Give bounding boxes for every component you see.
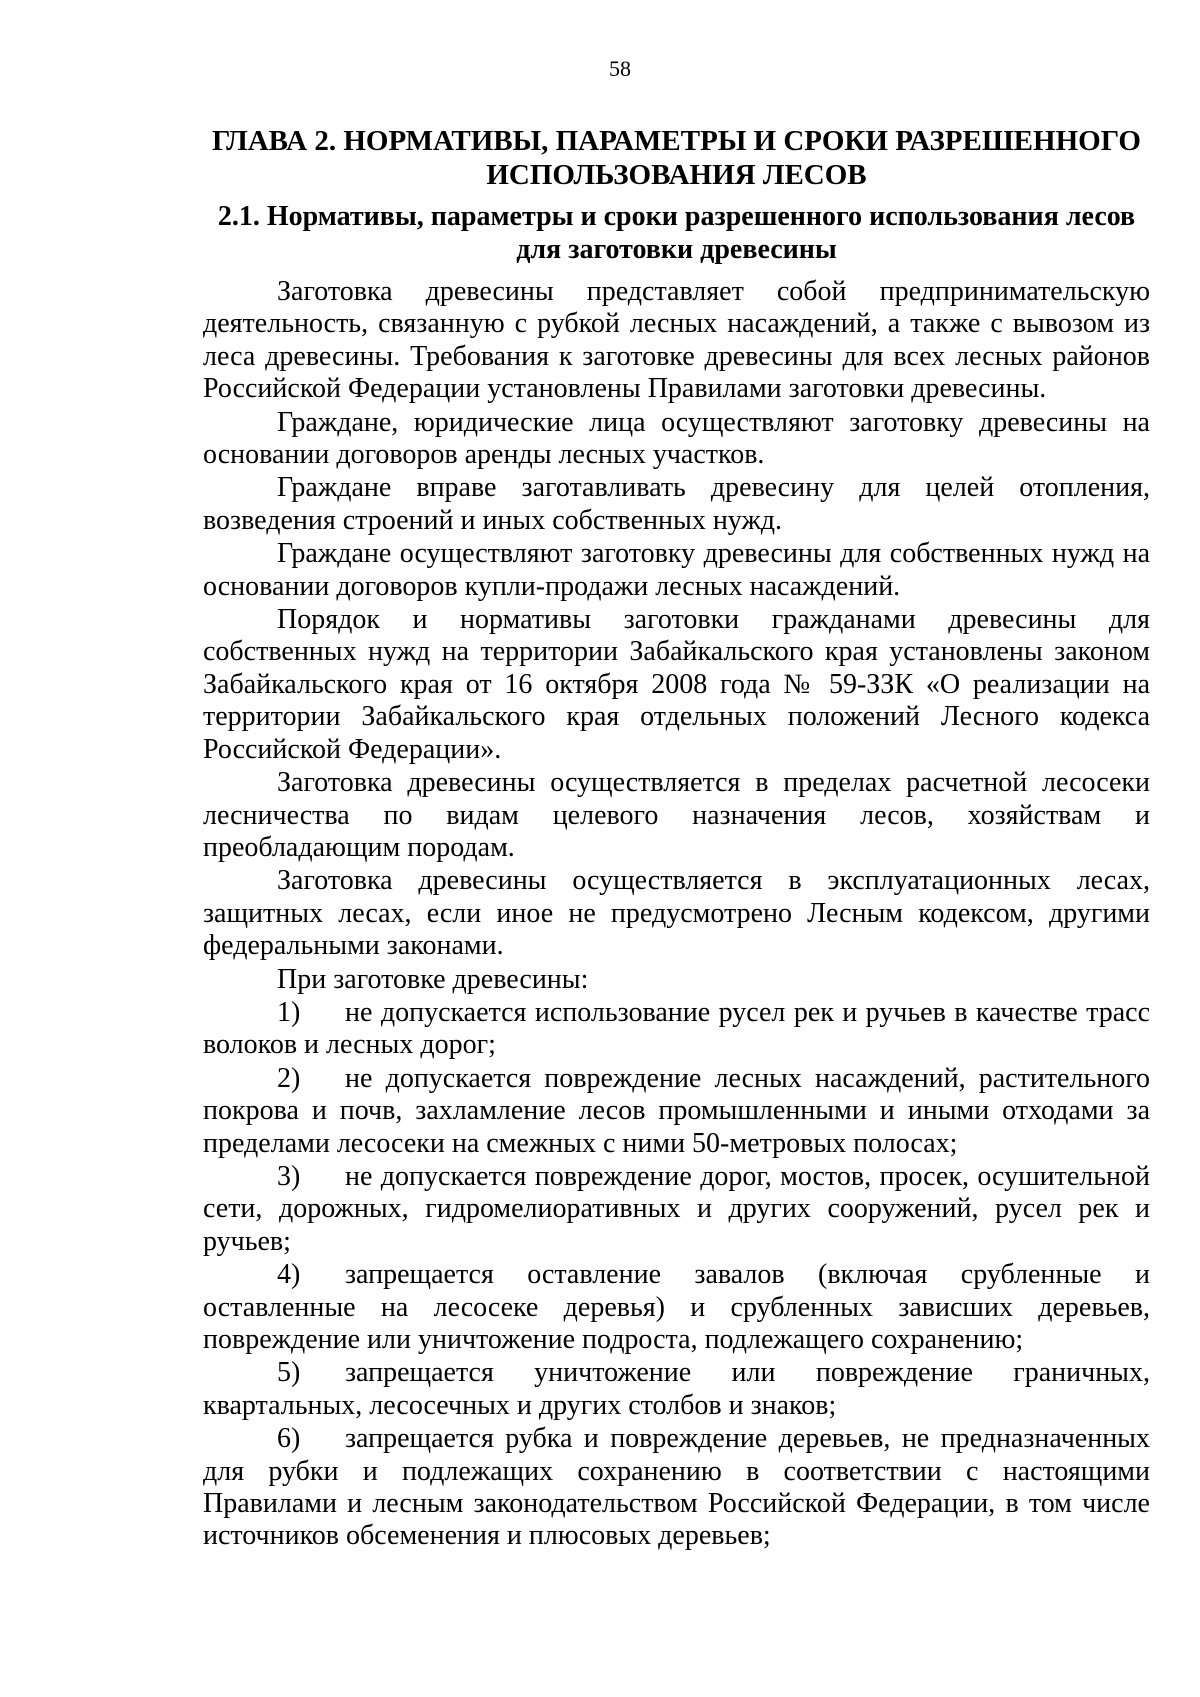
paragraph: Порядок и нормативы заготовки гражданами древесины для собственных нужд на территории Забайкальского края установлены законом Забайкальского края от 16 октября 2008 года № 59-ЗЗК «О реализации на территории Забайкальского края отдельных положений Лесного кодекса Российской Федерации».	[203, 604, 1150, 765]
list-item-text: не допускается повреждение дорог, мостов, просек, осушительной сети, дорожных, гидромелиоративных и других сооружений, русел рек и ручьев;	[203, 1160, 1150, 1257]
list-item-number: 1)	[277, 996, 301, 1028]
list-item-text: не допускается повреждение лесных насаждений, растительного покрова и почв, захламление лесов промышленными и иными отходами за пределами лесосеки на смежных с ними 50-метровых полосах;	[203, 1062, 1150, 1159]
paragraph: Заготовка древесины представляет собой предпринимательскую деятельность, связанную с рубкой лесных насаждений, а также с вывозом из леса древесины. Требования к заготовке древесины для всех лесных районов Российской Федерации установлены Правилами заготовки древесины.	[203, 276, 1150, 405]
list-item-number: 6)	[277, 1423, 301, 1455]
list-item-number: 5)	[277, 1357, 301, 1389]
list-item-text: запрещается рубка и повреждение деревьев, не предназначенных для рубки и подлежащих сохранению в соответствии с настоящими Правилами и лесным законодательством Российской Федерации, в том числе источников обсеменения и плюсовых деревьев;	[203, 1423, 1150, 1552]
paragraph: Заготовка древесины осуществляется в эксплуатационных лесах, защитных лесах, если иное не предусмотрено Лесным кодексом, другими федеральными законами.	[203, 865, 1150, 962]
body-text	[203, 276, 1150, 1553]
list-item	[203, 1357, 1150, 1422]
paragraph: Граждане вправе заготавливать древесину для целей отопления, возведения строений и иных собственных нужд.	[203, 472, 1150, 536]
paragraph: Граждане осуществляют заготовку древесины для собственных нужд на основании договоров купли-продажи лесных насаждений.	[203, 538, 1150, 602]
list-item	[203, 1161, 1150, 1258]
paragraph: При заготовке древесины:	[277, 963, 589, 995]
list-item-number: 4)	[277, 1259, 301, 1291]
paragraph: Заготовка древесины осуществляется в пределах расчетной лесосеки лесничества по видам целевого назначения лесов, хозяйствам и преобладающим породам.	[203, 767, 1150, 863]
list-item-text: запрещается оставление завалов (включая срубленные и оставленные на лесосеке деревья) и срубленных зависших деревьев, повреждение или уничтожение подроста, подлежащего сохранению;	[203, 1259, 1150, 1355]
list-item	[203, 1259, 1150, 1356]
list-item	[203, 997, 1150, 1062]
list-item-number: 2)	[277, 1062, 301, 1094]
list-item-text: не допускается использование русел рек и ручьев в качестве трасс волоков и лесных дорог;	[203, 996, 1150, 1061]
page-content	[203, 124, 1150, 1554]
paragraph: Граждане, юридические лица осуществляют заготовку древесины на основании договоров аренды лесных участков.	[203, 406, 1150, 471]
list-item	[203, 1063, 1150, 1160]
chapter-title: ГЛАВА 2. НОРМАТИВЫ, ПАРАМЕТРЫ И СРОКИ РАЗРЕШЕННОГО ИСПОЛЬЗОВАНИЯ ЛЕСОВ	[212, 125, 1141, 191]
section-title: 2.1. Нормативы, параметры и сроки разрешенного использования лесов для заготовки древесины	[217, 201, 1136, 265]
page-number: 58	[609, 56, 631, 81]
list-item-text: запрещается уничтожение или повреждение граничных, квартальных, лесосечных и других столбов и знаков;	[203, 1357, 1150, 1421]
list-item	[203, 1423, 1150, 1553]
list-item-number: 3)	[277, 1160, 301, 1192]
